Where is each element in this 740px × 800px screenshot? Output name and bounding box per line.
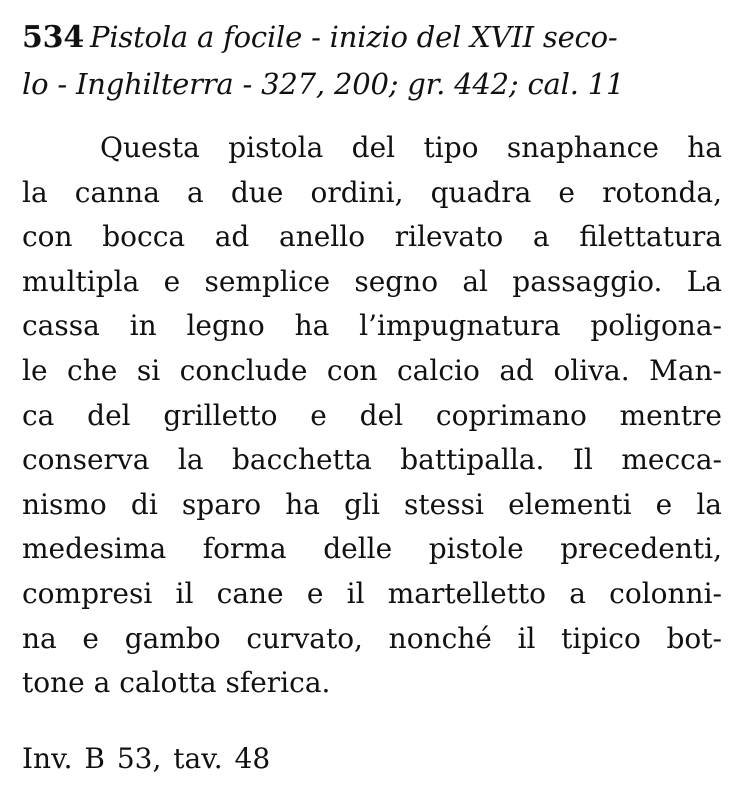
description-line: tone a calotta sferica. xyxy=(22,666,331,700)
description-line: Questa pistola del tipo snaphance ha xyxy=(100,131,722,164)
description-line: na e gambo curvato, nonché il tipico bot- xyxy=(22,621,722,655)
description-line: ca del grilletto e del coprimano mentre xyxy=(22,398,722,432)
description-line: con bocca ad anello rilevato a filettatura xyxy=(22,220,722,254)
entry-title-line-2: lo - Inghilterra - 327, 200; gr. 442; cal. 11 xyxy=(22,67,625,101)
description-line: compresi il cane e il martelletto a colonni- xyxy=(22,576,722,610)
entry-heading xyxy=(22,14,727,107)
entry-number: 534 xyxy=(22,20,85,55)
description-line: la canna a due ordini, quadra e rotonda, xyxy=(22,175,722,209)
inventory-reference: Inv. B 53, tav. 48 xyxy=(22,742,271,775)
description-line: multipla e semplice segno al passaggio. La xyxy=(22,264,722,298)
description-line: le che si conclude con calcio ad oliva. Man- xyxy=(22,353,722,387)
description-line: medesima forma delle pistole precedenti, xyxy=(22,532,722,566)
entry-description xyxy=(22,126,722,706)
entry-title-line-1: Pistola a focile - inizio del XVII seco- xyxy=(90,20,618,54)
description-line: cassa in legno ha l’impugnatura poligona- xyxy=(22,309,722,343)
heading-line-1 xyxy=(22,14,727,61)
description-line: conserva la bacchetta battipalla. Il mecca- xyxy=(22,443,722,477)
description-line: nismo di sparo ha gli stessi elementi e la xyxy=(22,487,722,521)
